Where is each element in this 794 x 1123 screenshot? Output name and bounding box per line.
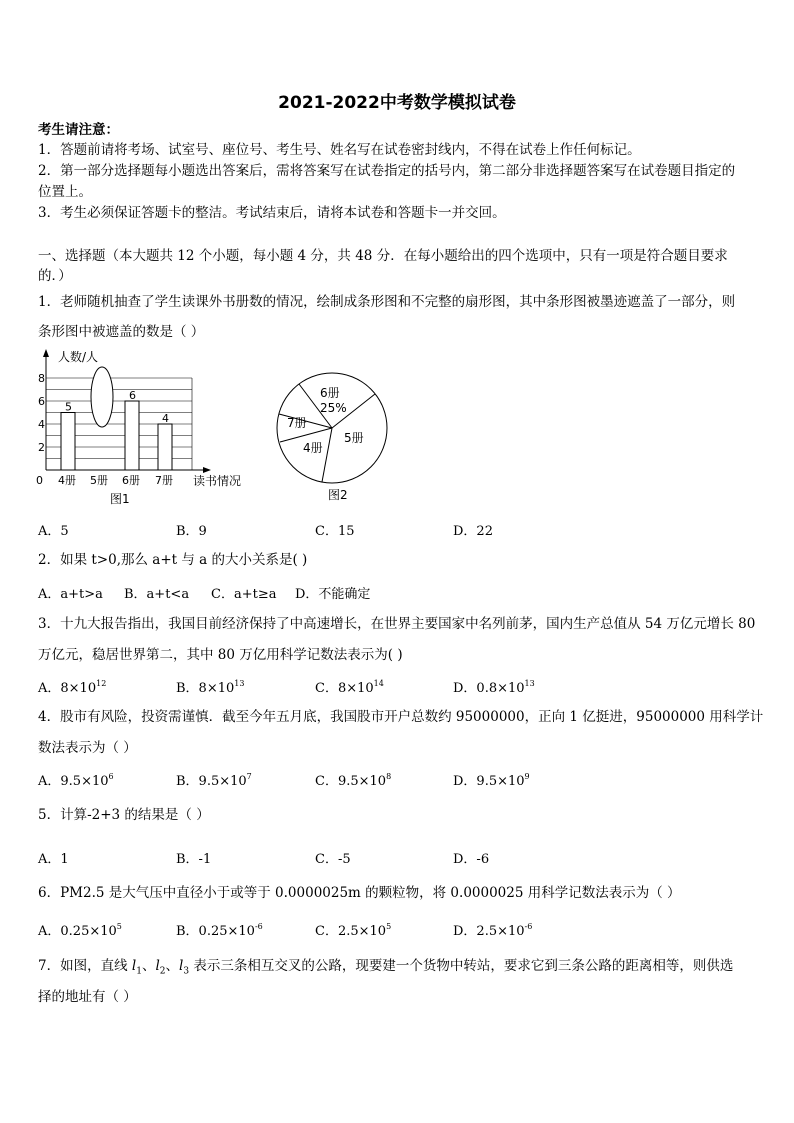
pie-label-4ce: 4册: [303, 441, 323, 455]
q5-option-b[interactable]: B．-1: [176, 852, 212, 867]
q4-option-b[interactable]: B．$9.5\times 10^7$: [176, 772, 252, 789]
q4-stem-line1: 4．股市有风险，投资需谨慎．截至今年五月底，我国股市开户总数约 95000000，正向 1 亿挺进，95000000 用科学计: [38, 709, 764, 725]
q3-option-d[interactable]: D．$0.8\times 10^{13}$: [453, 679, 535, 696]
x-axis-label: 读书情况: [193, 474, 242, 488]
q2-option-a[interactable]: A．a+t>a: [38, 587, 103, 602]
q3-stem-line2: 万亿元，稳居世界第二，其中 80 万亿用科学记数法表示为( ): [38, 647, 403, 663]
pie-chart-figure2: [270, 370, 400, 510]
q6-option-a[interactable]: A．$0.25\times 10^5$: [38, 922, 122, 939]
y-tick-label: 0: [36, 474, 43, 487]
q2-option-d[interactable]: D．不能确定: [295, 587, 371, 602]
pie-label-6ce: 6册: [320, 386, 340, 400]
q1-option-b[interactable]: B．9: [176, 524, 207, 539]
x-category-label: 5册: [90, 474, 108, 487]
q5-stem: 5．计算-2+3 的结果是（ ）: [38, 807, 210, 823]
bar-3: [125, 401, 139, 470]
q2-option-c[interactable]: C．a+t≥a: [211, 587, 277, 602]
figure2-caption: 图2: [328, 488, 348, 502]
q5-option-a[interactable]: A．1: [38, 852, 69, 867]
q4-option-d[interactable]: D．$9.5\times 10^9$: [453, 772, 530, 789]
bar-value-label: 5: [65, 400, 72, 414]
q5-option-d[interactable]: D．-6: [453, 852, 490, 867]
q3-option-c[interactable]: C．$8\times 10^{14}$: [315, 679, 384, 696]
q1-option-d[interactable]: D．22: [453, 524, 493, 539]
q3-option-a[interactable]: A．$8\times 10^{12}$: [38, 679, 107, 696]
x-category-label: 7册: [155, 474, 173, 487]
q4-option-c[interactable]: C．$9.5\times 10^8$: [315, 772, 392, 789]
q7-stem-line2: 择的地址有（ ）: [38, 989, 137, 1005]
q1-stem-line1: 1．老师随机抽查了学生读课外书册数的情况，绘制成条形图和不完整的扇形图，其中条形图被墨迹遮盖了一部分，则: [38, 294, 736, 310]
bar-4: [158, 424, 172, 470]
x-category-label: 6册: [122, 474, 140, 487]
y-tick-label: 6: [38, 395, 45, 408]
notice-item-2-cont: 位置上。: [38, 184, 92, 200]
q6-option-c[interactable]: C．$2.5\times 10^5$: [315, 922, 392, 939]
q7-stem-line1: 7．如图，直线 $l_1$、$l_2$、$l_3$ 表示三条相互交叉的公路，现要建一个货物中转站，要求它到三条公路的距离相等，则供选: [38, 958, 734, 977]
figure1-caption: 图1: [110, 492, 130, 506]
pie-label-5ce: 5册: [344, 431, 364, 445]
y-axis-arrow: [43, 349, 49, 357]
q6-option-b[interactable]: B．$0.25\times 10^{-6}$: [176, 922, 263, 939]
q2-stem: 2．如果 t>0,那么 a+t 与 a 的大小关系是( ): [38, 552, 308, 568]
section-heading-line2: 的．）: [38, 268, 72, 284]
pie-label-7ce: 7册: [287, 416, 307, 430]
q1-option-a[interactable]: A．5: [38, 524, 69, 539]
y-tick-label: 4: [38, 418, 45, 431]
y-axis-label: 人数/人: [58, 350, 99, 364]
bar-1: [61, 413, 75, 471]
q6-option-d[interactable]: D．$2.5\times 10^{-6}$: [453, 922, 533, 939]
q3-option-b[interactable]: B．$8\times 10^{13}$: [176, 679, 245, 696]
page-title: 2021-2022中考数学模拟试卷: [278, 93, 516, 113]
notice-item-3: 3．考生必须保证答题卡的整洁。考试结束后，请将本试卷和答题卡一并交回。: [38, 205, 506, 221]
y-tick-label: 8: [38, 372, 45, 385]
notice-item-1: 1．答题前请将考场、试室号、座位号、考生号、姓名写在试卷密封线内，不得在试卷上作任何标记。: [38, 142, 641, 158]
ink-blot: [91, 367, 113, 427]
x-category-label: 4册: [58, 474, 76, 487]
bar-chart-figure1: [30, 345, 260, 510]
q3-stem-line1: 3．十九大报告指出，我国目前经济保持了中高速增长，在世界主要国家中名列前茅，国内生产总值从 54 万亿元增长 80: [38, 616, 756, 632]
q4-stem-line2: 数法表示为（ ）: [38, 740, 137, 756]
x-axis-arrow: [203, 467, 211, 473]
notice-item-2: 2．第一部分选择题每小题选出答案后，需将答案写在试卷指定的括号内，第二部分非选择题答案写在试卷题目指定的: [38, 163, 736, 179]
y-tick-label: 2: [38, 441, 45, 454]
q1-stem-line2: 条形图中被遮盖的数是（ ）: [38, 324, 205, 340]
q6-stem: 6．PM2.5 是大气压中直径小于或等于 0.0000025m 的颗粒物，将 0.0000025 用科学记数法表示为（ ）: [38, 885, 681, 901]
q2-option-b[interactable]: B．a+t<a: [124, 587, 190, 602]
notice-heading: 考生请注意：: [38, 122, 119, 138]
bar-value-label: 6: [129, 389, 136, 402]
bar-value-label: 4: [162, 412, 169, 425]
q5-option-c[interactable]: C．-5: [315, 852, 351, 867]
q1-option-c[interactable]: C．15: [315, 524, 355, 539]
section-heading-line1: 一、选择题（本大题共 12 个小题，每小题 4 分，共 48 分．在每小题给出的四个选项中，只有一项是符合题目要求: [38, 248, 728, 264]
q4-option-a[interactable]: A．$9.5\times 10^6$: [38, 772, 114, 789]
pie-label-25pct: 25%: [320, 401, 347, 415]
